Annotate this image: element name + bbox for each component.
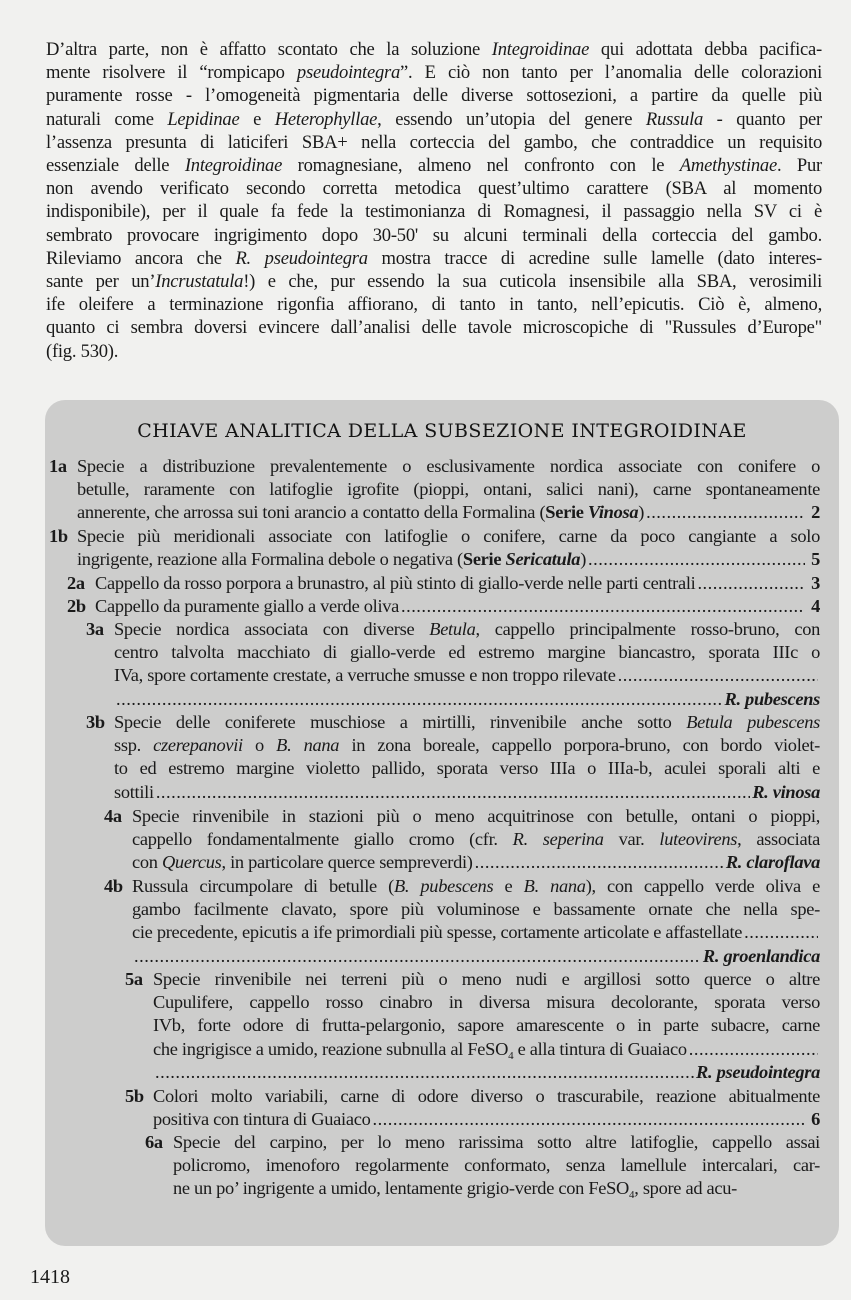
key-entry-1a xyxy=(49,455,820,525)
key-entry-text: Specie del carpino, per lo meno rarissima sotto altre latifoglie, cappello assai policromo, imenoforo regolarmente conformato, senza lamellule intercalari, car- ne un po’ ingrigente a umido, lentamente grigio-verde con FeSO$_4$, spore ad acu- xyxy=(173,1132,820,1202)
key-entry-2a xyxy=(67,572,820,595)
intro-line: (fig. 530). xyxy=(46,340,119,362)
intro-line: Rileviamo ancora che R. pseudointegra mostra tracce di acredine sulle lamelle (dato interes- xyxy=(46,247,822,269)
intro-line: sembrato provocare ingrigimento dopo 30-50' su alcuni terminali della corteccia del gambo. xyxy=(46,224,822,246)
intro-line: sante per un’Incrustatula!) e che, pur essendo la sua cuticola insensibile alla SBA, verosimili xyxy=(46,271,822,293)
leader-dots xyxy=(401,595,805,618)
key-entry-code: 3b xyxy=(86,712,105,732)
key-entry-text: Specie delle coniferete muschiose a mirtilli, rinvenibile anche sotto Betula pubescens ssp. czerepanovii o B. nana in zona boreale, cappello porpora-bruno, con bordo violet- to ed estremo margine violetto pallido, sporata verso IIIa o IIIa-b, aculei sporali alti e sottili ..... R. vinosa xyxy=(86,711,820,804)
key-entry-code: 2a xyxy=(67,573,85,593)
species-result: R. groenlandica xyxy=(702,945,820,966)
go-to-step-number: 6 xyxy=(811,1109,820,1130)
intro-paragraph xyxy=(46,38,822,363)
key-entry-text: Colori molto variabili, carne di odore diverso o trascurabile, reazione abitualmente positiva con tintura di Guaiaco ..... 6 xyxy=(125,1085,820,1131)
species-result: R. vinosa xyxy=(752,781,820,802)
key-entry-code: 5a xyxy=(125,969,143,989)
key-entry-code: 4b xyxy=(104,876,123,896)
key-entry-text: Specie a distribuzione prevalentemente o esclusivamente nordica associate con conifere o betulle, raramente con latifoglie igrofite (pioppi, ontani, salici nani), carne spontaneamente annerente, che arrossa sui toni arancio a contatto della Formalina (Serie Vinosa) ..... 2 xyxy=(49,455,820,525)
leader-dots xyxy=(134,945,701,968)
key-entry-text: Specie rinvenibile nei terreni più o meno nudi e argillosi sotto querce o altre Cupulifere, cappello rosso cinabro in diversa misura decolorante, sporata verso IVb, forte odore di frutta-pelargonio, sapore amarescente o in parte subacre, carne che ingrigisce a umido, reazione subnulla al FeSO$_4$ e alla tintura di Guaiaco ..... ..... R. pseudointegra xyxy=(125,968,820,1084)
intro-line: quanto ci sembra doversi evincere dall’analisi delle tavole microscopiche di "Russules d’Europe" xyxy=(46,317,822,339)
key-entry-text: Russula circumpolare di betulle (B. pubescens e B. nana), con cappello verde oliva e gambo facilmente clavato, spore più voluminose e bassamente ornate che nella spe- cie precedente, epicutis a ife primordiali più spesse, cortamente articolate e affastellate ..... ..... R. groenlandica xyxy=(104,875,820,968)
leader-dots xyxy=(689,1038,818,1061)
key-entry-code: 1a xyxy=(49,456,67,476)
key-title: CHIAVE ANALITICA DELLA SUBSEZIONE INTEGROIDINAE xyxy=(137,420,747,442)
go-to-step-number: 3 xyxy=(811,573,820,593)
key-entry-5b xyxy=(125,1085,820,1131)
intro-line: indisponibile), per il quale fa fede la testimonianza di Romagnesi, il passaggio nella SV ci è xyxy=(46,201,822,223)
key-entry-2b xyxy=(67,595,820,618)
go-to-step-number: 2 xyxy=(811,502,820,523)
intro-line: essenziale delle Integroidinae romagnesiane, almeno nel confronto con le Amethystinae. Pur xyxy=(46,155,822,177)
intro-line: D’altra parte, non è affatto scontato che la soluzione Integroidinae qui adottata debba pacifica- xyxy=(46,39,822,60)
key-entry-5a xyxy=(125,968,820,1084)
intro-line: puramente rosse - l’omogeneità pigmentaria delle diverse sottosezioni, a partire da quelle più xyxy=(46,85,822,107)
key-entry-text: Specie più meridionali associate con latifoglie o conifere, carne da poco cangiante a solo ingrigente, reazione alla Formalina debole o negativa (Serie Sericatula) ..... 5 xyxy=(49,525,820,571)
leader-dots xyxy=(588,548,805,571)
key-entry-code: 6a xyxy=(145,1132,163,1152)
leader-dots xyxy=(475,851,724,874)
key-entry-6a xyxy=(145,1131,820,1201)
leader-dots xyxy=(618,664,818,687)
species-result: R. pseudointegra xyxy=(696,1061,820,1082)
key-entry-code: 4a xyxy=(104,806,122,826)
intro-line: mente risolvere il “rompicapo pseudointegra”. E ciò non tanto per l’anomalia delle colorazioni xyxy=(46,62,822,84)
leader-dots xyxy=(697,572,805,595)
intro-line: non avendo verificato secondo corretta metodica quest’ultimo carattere (SBA al momento xyxy=(46,178,822,200)
key-entry-4b xyxy=(104,875,820,968)
key-entry-code: 2b xyxy=(67,596,86,616)
leader-dots xyxy=(646,501,805,524)
go-to-step-number: 4 xyxy=(811,596,820,616)
key-entry-code: 1b xyxy=(49,526,68,546)
key-entry-text: Specie rinvenibile in stazioni più o meno acquitrinose con betulle, ontani o pioppi, cappello fondamentalmente giallo cromo (cfr. R. seperina var. luteovirens, associata con Quercus, in particolare querce sempreverdi) ..... R. claroflava xyxy=(104,805,820,875)
key-entry-1b xyxy=(49,525,820,571)
key-entry-text: Specie nordica associata con diverse Betula, cappello principalmente rosso-bruno, con centro talvolta macchiato di giallo-verde ed estremo margine biancastro, sporata IIIc o IVa, spore cortamente crestate, a verruche smusse e non troppo rilevate ..... ..... R. pubescens xyxy=(86,618,820,711)
intro-line: l’assenza presunta di laticiferi SBA+ nella corteccia del gambo, che contraddice un requisito xyxy=(46,131,822,153)
leader-dots xyxy=(116,688,722,711)
analytical-key-box xyxy=(45,400,839,1246)
leader-dots xyxy=(155,1061,694,1084)
leader-dots xyxy=(156,781,750,804)
species-result: R. claroflava xyxy=(725,852,820,873)
intro-line: ife oleifere a terminazione rigonfia affiorano, di tanto in tanto, nell’epicutis. Ciò è, almeno, xyxy=(46,294,822,316)
key-entry-text: Cappello da puramente giallo a verde oliva ..... 4 xyxy=(67,595,820,618)
intro-line: naturali come Lepidinae e Heterophyllae, essendo un’utopia del genere Russula - quanto per xyxy=(46,108,822,130)
key-entry-code: 3a xyxy=(86,619,104,639)
key-entry-3b xyxy=(86,711,820,804)
go-to-step-number: 5 xyxy=(811,549,820,570)
species-result: R. pubescens xyxy=(724,688,820,709)
key-entry-code: 5b xyxy=(125,1086,144,1106)
key-entry-4a xyxy=(104,805,820,875)
leader-dots xyxy=(744,921,818,944)
key-entry-3a xyxy=(86,618,820,711)
leader-dots xyxy=(372,1108,805,1131)
key-entry-text: Cappello da rosso porpora a brunastro, al più stinto di giallo-verde nelle parti centrali ..... 3 xyxy=(67,572,820,595)
page-number: 1418 xyxy=(30,1266,70,1288)
